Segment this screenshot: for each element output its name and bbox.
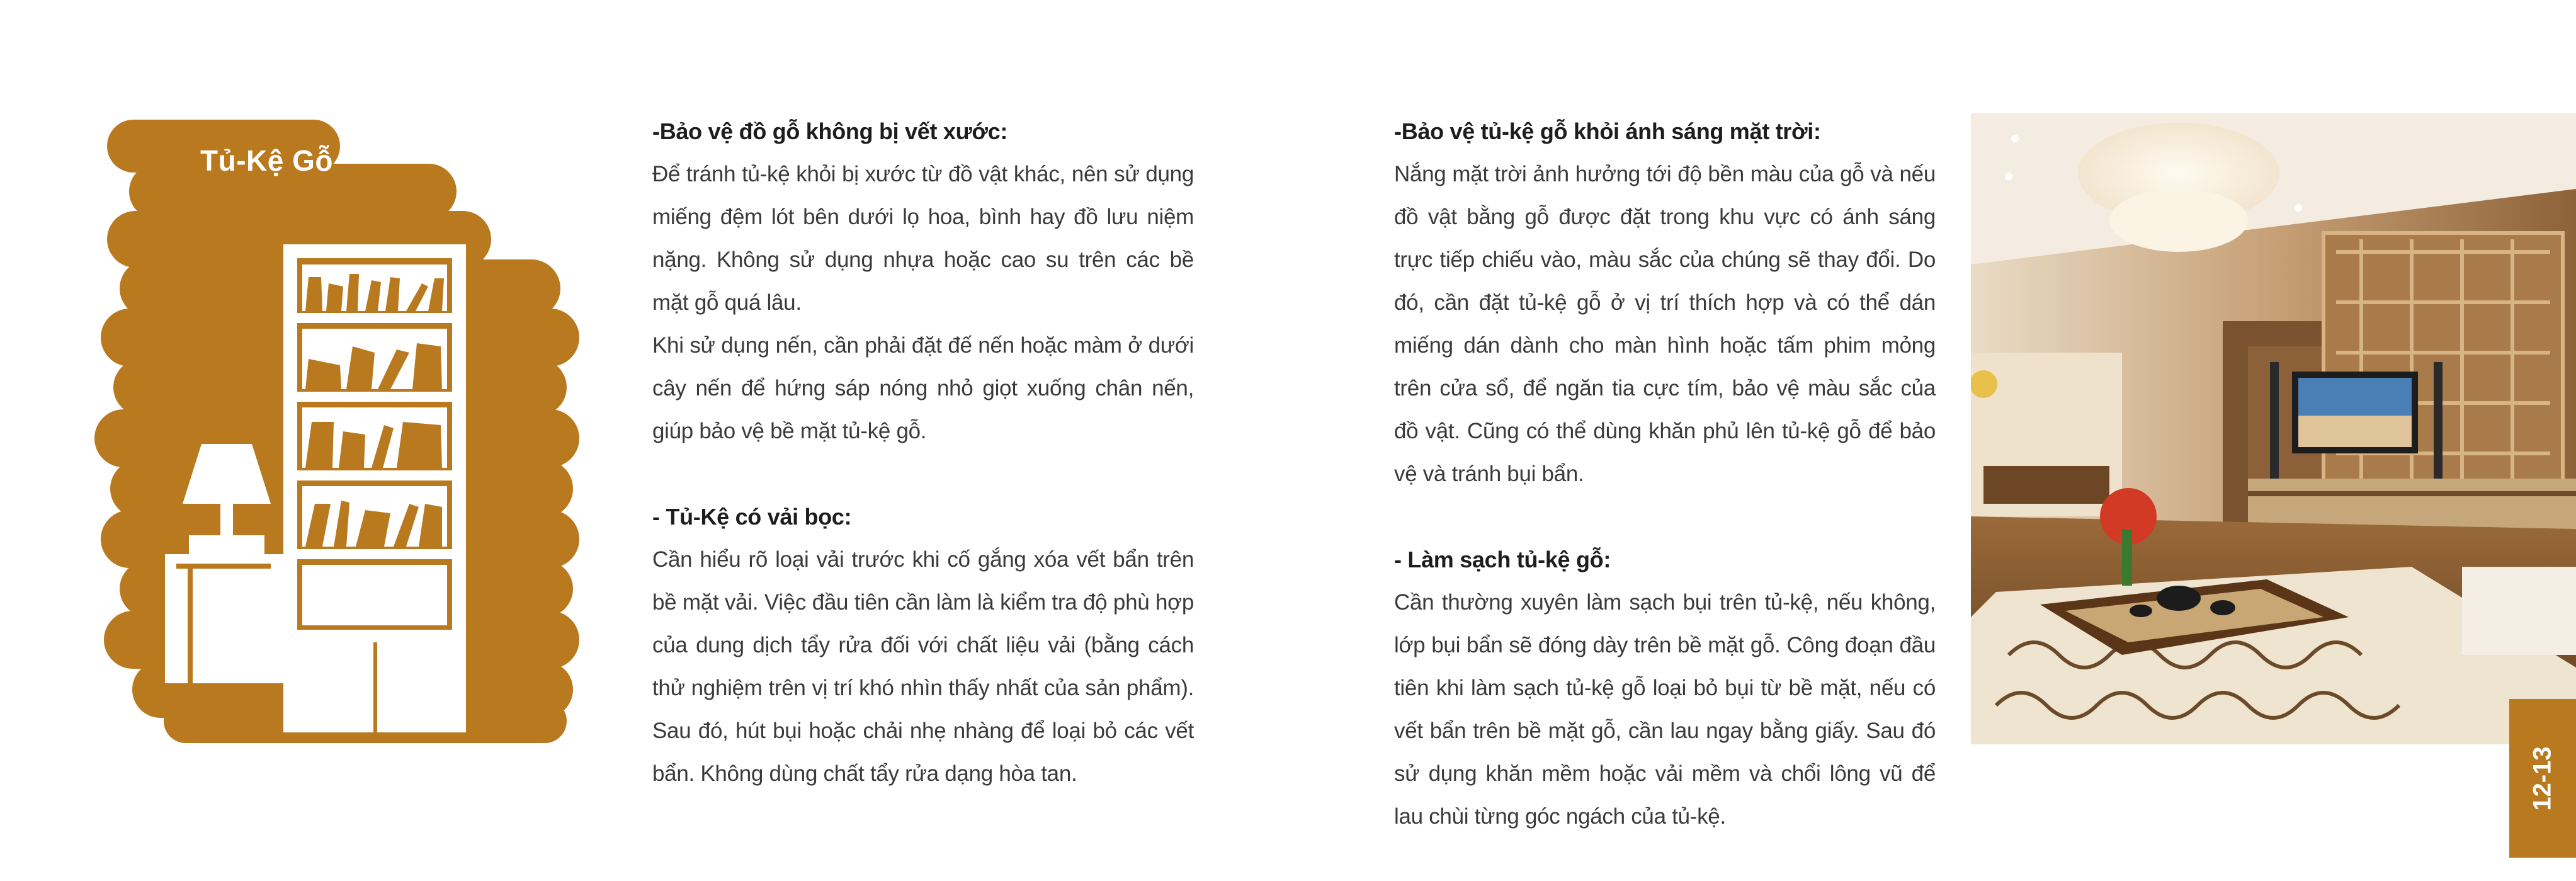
page-number — [2509, 699, 2576, 858]
section-paragraph: Khi sử dụng nến, cần phải đặt đế nến hoặc màm ở dưới cây nến để hứng sáp nóng nhỏ giọt xuống chân nến, giúp bảo vệ bề mặt tủ-kệ gỗ. — [652, 333, 1194, 443]
section-heading: -Bảo vệ đồ gỗ không bị vết xước: — [652, 118, 1008, 144]
section-heading: - Làm sạch tủ-kệ gỗ: — [1394, 547, 1611, 572]
bookshelf-lamp-icon — [94, 94, 592, 749]
text-column-right — [1394, 110, 1936, 881]
section-paragraph: Nắng mặt trời ảnh hưởng tới độ bền màu của gỗ và nếu đồ vật bằng gỗ được đặt trong khu vực có ánh sáng trực tiếp chiếu vào, màu sắc của chúng sẽ thay đổi. Do đó, cần đặt tủ-kệ gỗ ở vị trí thích hợp và có thể dán miếng dán dành cho màn hình hoặc tấm phim mỏng trên cửa sổ, để ngăn tia cực tím, bảo vệ màu sắc của đồ vật. Cũng có thể dùng khăn phủ lên tủ-kệ gỗ để bảo vệ và tránh bụi bẩn. — [1394, 162, 1936, 486]
section-paragraph: Cần thường xuyên làm sạch bụi trên tủ-kệ, nếu không, lớp bụi bẩn sẽ đóng dày trên bề mặt gỗ. Công đoạn đầu tiên khi làm sạch tủ-kệ gỗ loại bỏ bụi từ bề mặt, nếu có vết bẩn trên bề mặt gỗ, cần lau ngay bằng giấy. Sau đó sử dụng khăn mềm hoặc vải mềm và chổi lông vũ để lau chùi từng góc ngách của tủ-kệ. — [1394, 590, 1936, 829]
section-scratch-protection — [652, 110, 1194, 453]
section-cleaning — [1394, 538, 1936, 838]
living-room-photo — [1971, 113, 2576, 744]
bookshelf-illustration — [94, 94, 592, 749]
page-number-label: 12-13 — [2528, 746, 2556, 811]
section-heading: - Tủ-Kệ có vải bọc: — [652, 504, 852, 530]
section-paragraph: Để tránh tủ-kệ khỏi bị xước từ đồ vật khác, nên sử dụng miếng đệm lót bên dưới lọ hoa, bình hay đồ lưu niệm nặng. Không sử dụng nhựa hoặc cao su trên các bề mặt gỗ quá lâu. — [652, 162, 1194, 315]
section-heading: -Bảo vệ tủ-kệ gỗ khỏi ánh sáng mặt trời: — [1394, 118, 1821, 144]
section-fabric-covered — [652, 496, 1194, 795]
section-sunlight-protection — [1394, 110, 1936, 496]
section-paragraph: Cần hiểu rõ loại vải trước khi cố gắng xóa vết bẩn trên bề mặt vải. Việc đầu tiên cần làm là kiểm tra độ phù hợp của dung dịch tẩy rửa đối với chất liệu vải (bằng cách thử nghiệm trên vị trí khó nhìn thấy nhất của sản phẩm). Sau đó, hút bụi hoặc chải nhẹ nhàng để loại bỏ các vết bẩn. Không dùng chất tẩy rửa dạng hòa tan. — [652, 547, 1194, 786]
text-column-left — [652, 110, 1194, 838]
illustration-title: Tủ-Kệ Gỗ — [200, 144, 333, 177]
